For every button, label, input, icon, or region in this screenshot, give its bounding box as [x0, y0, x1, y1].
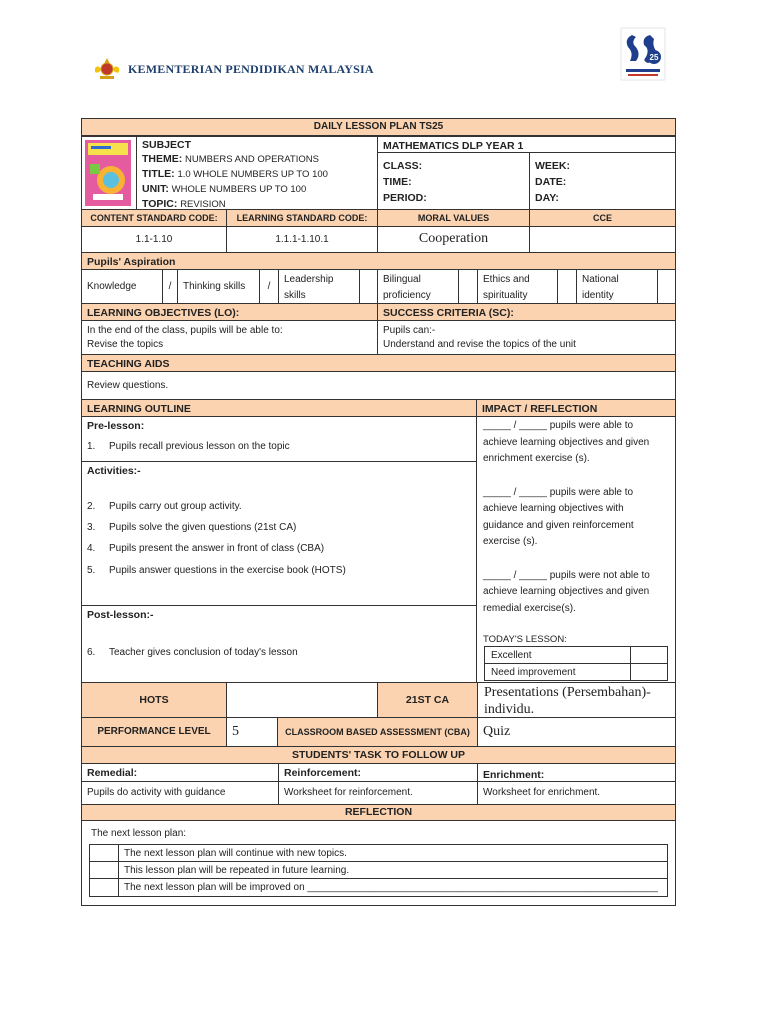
svg-text:25: 25 [649, 53, 659, 62]
pre-lesson-title: Pre-lesson: [87, 420, 145, 432]
ca21-value: Presentations (Persembahan)- individu. [477, 682, 676, 718]
aspiration-knowledge: Knowledge [81, 269, 163, 304]
performance-label: PERFORMANCE LEVEL [81, 717, 227, 747]
hots-label: HOTS [81, 682, 227, 718]
aspiration-leadership: Leadership skills [278, 269, 360, 304]
period-label: PERIOD: [383, 192, 427, 204]
aspiration-national: National identity [576, 269, 658, 304]
subject-value: MATHEMATICS DLP YEAR 1 [377, 136, 676, 153]
enrichment-value: Worksheet for enrichment. [477, 781, 676, 805]
subject-label: SUBJECT [142, 139, 192, 151]
sc-title: SUCCESS CRITERIA (SC): [377, 303, 676, 321]
aspiration-bilingual: Bilingual proficiency [377, 269, 459, 304]
topic-label: TOPIC: [142, 198, 178, 210]
reflection-option-1-box[interactable] [89, 844, 119, 862]
lo-text: In the end of the class, pupils will be able to: Revise the topics [81, 320, 378, 355]
ministry-name: KEMENTERIAN PENDIDIKAN MALAYSIA [128, 62, 374, 76]
day-label: DAY: [535, 192, 559, 204]
aspiration-national-mark[interactable] [657, 269, 676, 304]
content-standard-label: CONTENT STANDARD CODE: [81, 209, 227, 227]
class-label: CLASS: [383, 160, 423, 172]
outline-title: LEARNING OUTLINE [81, 399, 477, 417]
lesson-option-excellent-box[interactable] [630, 646, 668, 664]
outline-post: Post-lesson:- 6. Teacher gives conclusion of today's lesson [81, 605, 477, 683]
post-lesson-title: Post-lesson:- [87, 609, 154, 621]
lo-title: LEARNING OBJECTIVES (LO): [81, 303, 378, 321]
reflection-option-2: This lesson plan will be repeated in future learning. [118, 861, 668, 879]
aspiration-ethics-mark[interactable] [557, 269, 577, 304]
unit-label: UNIT: [142, 183, 169, 195]
theme-label: THEME: [142, 153, 183, 165]
aspiration-leadership-mark[interactable] [359, 269, 378, 304]
remedial-label: Remedial: [81, 763, 279, 782]
enrichment-label: Enrichment: [477, 763, 676, 782]
activities-title: Activities:- [87, 465, 141, 477]
performance-value: 5 [226, 717, 278, 747]
lesson-option-improve: Need improvement [484, 663, 631, 681]
teaching-aids-value: Review questions. [81, 371, 676, 400]
ca21-label: 21ST CA [377, 682, 478, 718]
aspiration-title: Pupils' Aspiration [81, 252, 676, 270]
remedial-value: Pupils do activity with guidance [81, 781, 279, 805]
theme-value: NUMBERS AND OPERATIONS [185, 154, 319, 165]
topic-value: REVISION [180, 199, 226, 210]
ministry-crest [92, 56, 122, 82]
todays-lesson-label: TODAY'S LESSON: [483, 634, 567, 645]
date-label: DATE: [535, 176, 567, 188]
learning-standard-value: 1.1.1-1.10.1 [226, 226, 378, 253]
cba-value: Quiz [477, 717, 676, 747]
reflection-title: REFLECTION [81, 804, 676, 821]
aspiration-thinking: Thinking skills [177, 269, 260, 304]
learning-standard-label: LEARNING STANDARD CODE: [226, 209, 378, 227]
aspiration-ethics: Ethics and spirituality [477, 269, 558, 304]
cba-label: CLASSROOM BASED ASSESSMENT (CBA) [277, 717, 478, 747]
moral-values-label: MORAL VALUES [377, 209, 530, 227]
impact-title: IMPACT / REFLECTION [476, 399, 676, 417]
aspiration-thinking-mark[interactable]: / [259, 269, 279, 304]
plan-title: DAILY LESSON PLAN TS25 [81, 118, 676, 136]
followup-title: STUDENTS' TASK TO FOLLOW UP [81, 746, 676, 764]
lesson-option-excellent: Excellent [484, 646, 631, 664]
reflection-intro: The next lesson plan: [91, 828, 187, 839]
hots-value [226, 682, 378, 718]
reflection-option-3-box[interactable] [89, 878, 119, 897]
aspiration-bilingual-mark[interactable] [458, 269, 478, 304]
moral-values-value: Cooperation [377, 226, 530, 253]
unit-value: WHOLE NUMBERS UP TO 100 [171, 184, 307, 195]
outline-activities: Activities:- 2. Pupils carry out group activity. 3. Pupils solve the given questions (21st CA) 4. Pupils present the answer in front of class (CBA) 5. Pupils answer questions in the exercise book (HOTS) [81, 461, 477, 606]
impact-block-3: _____ / _____ pupils were not able to achieve learning objectives and given remedial exercise(s). [483, 569, 650, 614]
teaching-aids-title: TEACHING AIDS [81, 354, 676, 372]
sc-text: Pupils can:- Understand and revise the topics of the unit [377, 320, 676, 355]
outline-pre: Pre-lesson: 1. Pupils recall previous lesson on the topic [81, 416, 477, 462]
cce-label: CCE [529, 209, 676, 227]
impact-block-1: _____ / _____ pupils were able to achieve learning objectives and given enrichment exercise (s). [483, 420, 650, 464]
subject-details [136, 136, 378, 210]
lesson-option-improve-box[interactable] [630, 663, 668, 681]
week-date-day [529, 152, 676, 210]
reinforcement-value: Worksheet for reinforcement. [278, 781, 478, 805]
title-value: 1.0 WHOLE NUMBERS UP TO 100 [177, 169, 328, 180]
reinforcement-label: Reinforcement: [278, 763, 478, 782]
time-label: TIME: [383, 176, 412, 188]
cce-value [529, 226, 676, 253]
content-standard-value: 1.1-1.10 [81, 226, 227, 253]
reflection-option-2-box[interactable] [89, 861, 119, 879]
reflection-option-1: The next lesson plan will continue with new topics. [118, 844, 668, 862]
week-label: WEEK: [535, 160, 570, 172]
textbook-cover [81, 136, 137, 210]
reflection-option-3: The next lesson plan will be improved on _______________________________________________________________ [118, 878, 668, 897]
impact-body [476, 416, 676, 683]
ts25-logo [620, 27, 666, 81]
aspiration-knowledge-mark[interactable]: / [162, 269, 178, 304]
title-label: TITLE: [142, 168, 175, 180]
impact-block-2: _____ / _____ pupils were able to achieve learning objectives with guidance and given reinforcement exercise (s). [483, 486, 634, 547]
class-time-period [377, 152, 530, 210]
